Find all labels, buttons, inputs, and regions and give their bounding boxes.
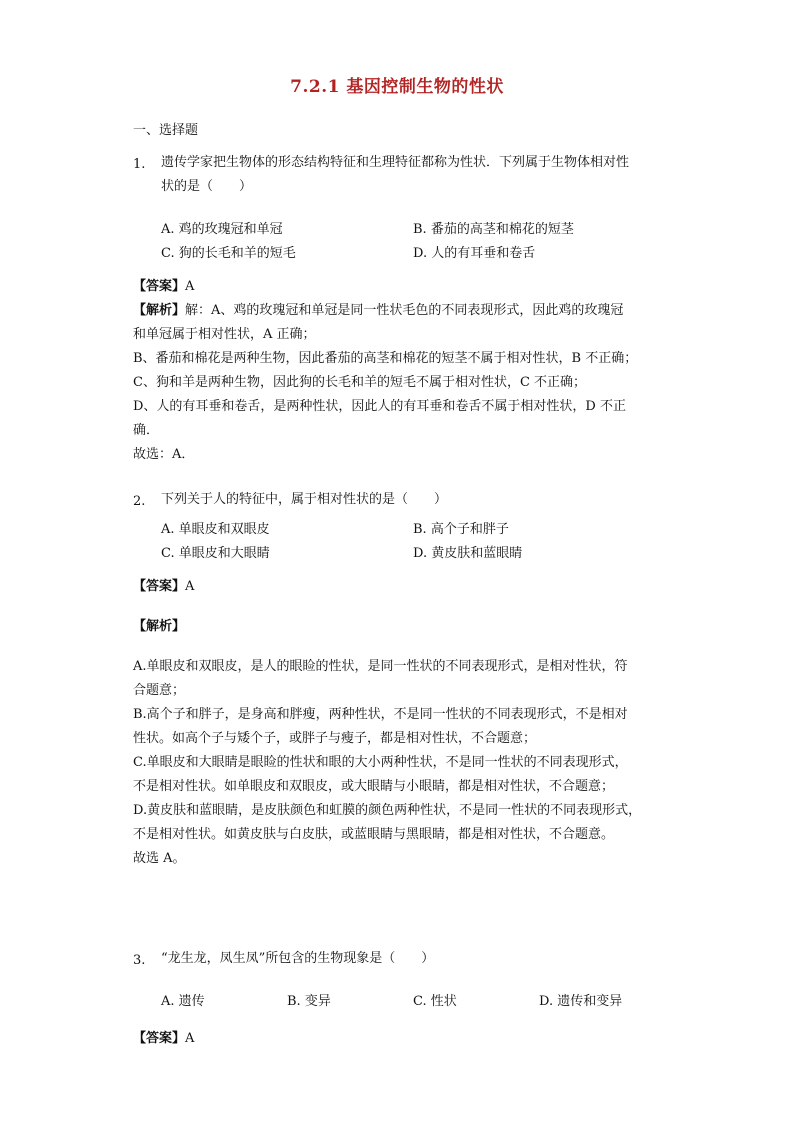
answer-value: A — [185, 279, 195, 294]
answer-3 — [133, 1027, 663, 1051]
option-a: A. 单眼皮和双眼皮 — [161, 522, 270, 537]
answer-value: A — [185, 1031, 195, 1046]
analysis-line: A.单眼皮和双眼皮，是人的眼睑的性状，是同一性状的不同表现形式，是相对性状，符 — [133, 659, 628, 674]
analysis-line: 确． — [133, 423, 160, 438]
question-stem: 下列关于人的特征中，属于相对性状的是（ ） — [161, 492, 448, 507]
analysis-line: 故选 A。 — [133, 851, 186, 866]
page-title: 7.2.1 基因控制生物的性状 — [290, 77, 504, 97]
question-number: 2. — [133, 494, 146, 509]
analysis-2 — [133, 655, 663, 871]
answer-1 — [133, 275, 663, 299]
option-b: B. 变异 — [287, 994, 331, 1009]
analysis-line: D.黄皮肤和蓝眼睛，是皮肤颜色和虹膜的颜色两种性状，不是同一性状的不同表现形式， — [133, 803, 642, 818]
analysis-line: B、番茄和棉花是两种生物，因此番茄的高茎和棉花的短茎不属于相对性状，B 不正确； — [133, 351, 638, 366]
option-b: B. 高个子和胖子 — [413, 522, 509, 537]
option-c: C. 性状 — [413, 994, 457, 1009]
question-stem: “龙生龙，凤生凤”所包含的生物现象是（ ） — [161, 951, 435, 966]
question-number: 1. — [133, 157, 146, 172]
analysis-line: 解：A、鸡的玫瑰冠和单冠是同一性状毛色的不同表现形式，因此鸡的玫瑰冠 — [185, 303, 624, 318]
answer-label: 【答案】 — [133, 579, 186, 594]
answer-2 — [133, 575, 663, 599]
option-b: B. 番茄的高茎和棉花的短茎 — [413, 222, 574, 237]
analysis-label: 【解析】 — [133, 303, 186, 318]
analysis-line: 不是相对性状。如单眼皮和双眼皮，或大眼睛与小眼睛，都是相对性状，不合题意； — [133, 779, 615, 794]
analysis-line: C、狗和羊是两种生物，因此狗的长毛和羊的短毛不属于相对性状，C 不正确； — [133, 375, 587, 390]
analysis-line: 和单冠属于相对性状，A 正确； — [133, 327, 316, 342]
answer-value: A — [185, 579, 195, 594]
option-d: D. 人的有耳垂和卷舌 — [413, 246, 536, 261]
analysis-line: 性状。如高个子与矮个子，或胖子与瘦子，都是相对性状，不合题意； — [133, 731, 537, 746]
question-stem-line: 状的是（ ） — [161, 179, 253, 194]
section-heading: 一、选择题 — [133, 123, 199, 138]
option-c: C. 单眼皮和大眼睛 — [161, 546, 270, 561]
answer-label: 【答案】 — [133, 279, 186, 294]
analysis-2-label — [133, 615, 663, 639]
analysis-1 — [133, 299, 663, 467]
question-stem — [161, 151, 661, 199]
analysis-line: B.高个子和胖子，是身高和胖瘦，两种性状，不是同一性状的不同表现形式，不是相对 — [133, 707, 628, 722]
option-c: C. 狗的长毛和羊的短毛 — [161, 246, 296, 261]
option-d: D. 黄皮肤和蓝眼睛 — [413, 546, 523, 561]
analysis-line: D、人的有耳垂和卷舌，是两种性状，因此人的有耳垂和卷舌不属于相对性状，D 不正 — [133, 399, 626, 414]
option-a: A. 鸡的玫瑰冠和单冠 — [161, 222, 283, 237]
analysis-line: 不是相对性状。如黄皮肤与白皮肤，或蓝眼睛与黑眼睛，都是相对性状，不合题意。 — [133, 827, 615, 842]
analysis-line: 故选：A． — [133, 447, 195, 462]
analysis-line: 合题意； — [133, 683, 186, 698]
question-stem-line: 遗传学家把生物体的形态结构特征和生理特征都称为性状．下列属于生物体相对性 — [161, 155, 630, 170]
analysis-label: 【解析】 — [133, 619, 186, 634]
answer-label: 【答案】 — [133, 1031, 186, 1046]
option-d: D. 遗传和变异 — [539, 994, 623, 1009]
option-a: A. 遗传 — [161, 994, 205, 1009]
question-number: 3. — [133, 953, 146, 968]
analysis-line: C.单眼皮和大眼睛是眼睑的性状和眼的大小两种性状，不是同一性状的不同表现形式， — [133, 755, 628, 770]
